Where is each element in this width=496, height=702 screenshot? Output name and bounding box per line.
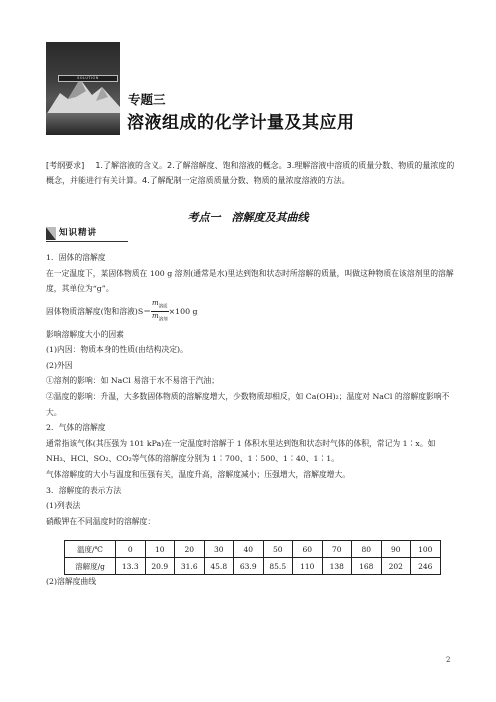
para-temperature: ②温度的影响：升温，大多数固体物质的溶解度增大，少数物质却相反，如 Ca(OH)₂；温度对 NaCl 的溶解度影响不大。 [46,391,450,417]
table-cell: 31.6 [175,558,205,575]
table-header-cell: 溶解度/g [65,558,116,575]
requirements-text: 1.了解溶液的含义。2.了解溶解度、饱和溶液的概念。3.理解溶液中溶质的质量分数、物质的量浓度的概念，并能进行有关计算。4.了解配制一定溶质质量分数、物质的量浓度溶液的方法。 [46,161,455,185]
table-cell: 20 [175,541,205,558]
formula-suffix: ×100 g [168,306,198,316]
formula-denominator-sub: 溶剂 [158,317,168,323]
formula-numerator-sub: 溶质 [158,304,168,310]
formula-line [46,299,456,325]
topic-title: 溶液组成的化学计量及其应用 [127,113,355,133]
table-cell: 202 [381,558,411,575]
table-cell: 20.9 [145,558,175,575]
table-cell: 0 [116,541,146,558]
table-cell: 63.9 [234,558,264,575]
table-cell: 10 [145,541,175,558]
formula-denominator: m [152,312,159,321]
para-definition: 在一定温度下，某固体物质在 100 g 溶剂(通常是水)里达到饱和状态时所溶解的质量，叫做这种物质在该溶剂里的溶解度，其单位为“g”。 [46,268,454,294]
formula-fraction [151,299,169,325]
table-cell: 50 [263,541,293,558]
table-cell: 100 [411,541,441,558]
table-cell: 138 [322,558,352,575]
table-row [65,541,441,558]
heading-gas-solubility: 2．气体的溶解度 [46,423,106,433]
solubility-table [64,540,441,575]
table-cell: 90 [381,541,411,558]
formula-numerator: m [152,298,159,307]
para-table-method: (1)列表法 [46,501,81,511]
knowledge-banner [46,227,128,240]
table-cell: 30 [204,541,234,558]
table-cell: 246 [411,558,441,575]
cover-water [46,113,120,135]
heading-solid-solubility: 1．固体的溶解度 [46,253,106,262]
cover-image [46,42,120,135]
para-gas-factors: 气体溶解度的大小与温度和压强有关，温度升高，溶解度减小；压强增大，溶解度增大。 [46,469,351,479]
exam-requirements [46,158,456,188]
table-cell: 110 [293,558,323,575]
table-cell: 85.5 [263,558,293,575]
formula-prefix: 固体物质溶解度(饱和溶液)S＝ [46,306,151,316]
para-solvent: ①溶剂的影响：如 NaCl 易溶于水不易溶于汽油； [46,376,220,386]
table-row [65,558,441,575]
banner-underline [46,241,128,242]
para-external: (2)外因 [46,360,73,370]
para-curve-method: (2)溶解度曲线 [46,577,97,586]
table-cell: 45.8 [204,558,234,575]
para-gas-definition: 通常指该气体(其压强为 101 kPa)在一定温度时溶解于 1 体积水里达到饱和状态时气体的体积，常记为 1∶x。如 NH₃、HCl、SO₂、CO₂等气体的溶解度分别为 1∶700、1∶500、1∶40、1∶1。 [46,438,436,464]
table-cell: 70 [322,541,352,558]
knowledge-label: 知识精讲 [59,228,98,238]
cover-label-text: SOLUTION [77,76,99,80]
para-table-caption: 硝酸钾在不同温度时的溶解度： [46,516,156,526]
para-factors: 影响溶解度大小的因素 [46,329,124,339]
table-cell: 13.3 [116,558,146,575]
page-number: 2 [446,656,451,664]
cover-label-bar [58,75,118,82]
table-cell: 80 [352,541,382,558]
table-cell: 168 [352,558,382,575]
table-header-cell: 温度/℃ [65,541,116,558]
table-cell: 40 [234,541,264,558]
table-cell: 60 [293,541,323,558]
para-internal: (1)内因：物质本身的性质(由结构决定)。 [46,345,188,355]
section-title: 考点一 溶解度及其曲线 [187,211,309,224]
banner-triangle-icon [46,227,56,240]
requirements-label: [考纲要求] [46,161,85,170]
topic-number: 专题三 [128,92,166,107]
content-body [46,250,456,529]
heading-representation: 3．溶解度的表示方法 [46,485,122,495]
